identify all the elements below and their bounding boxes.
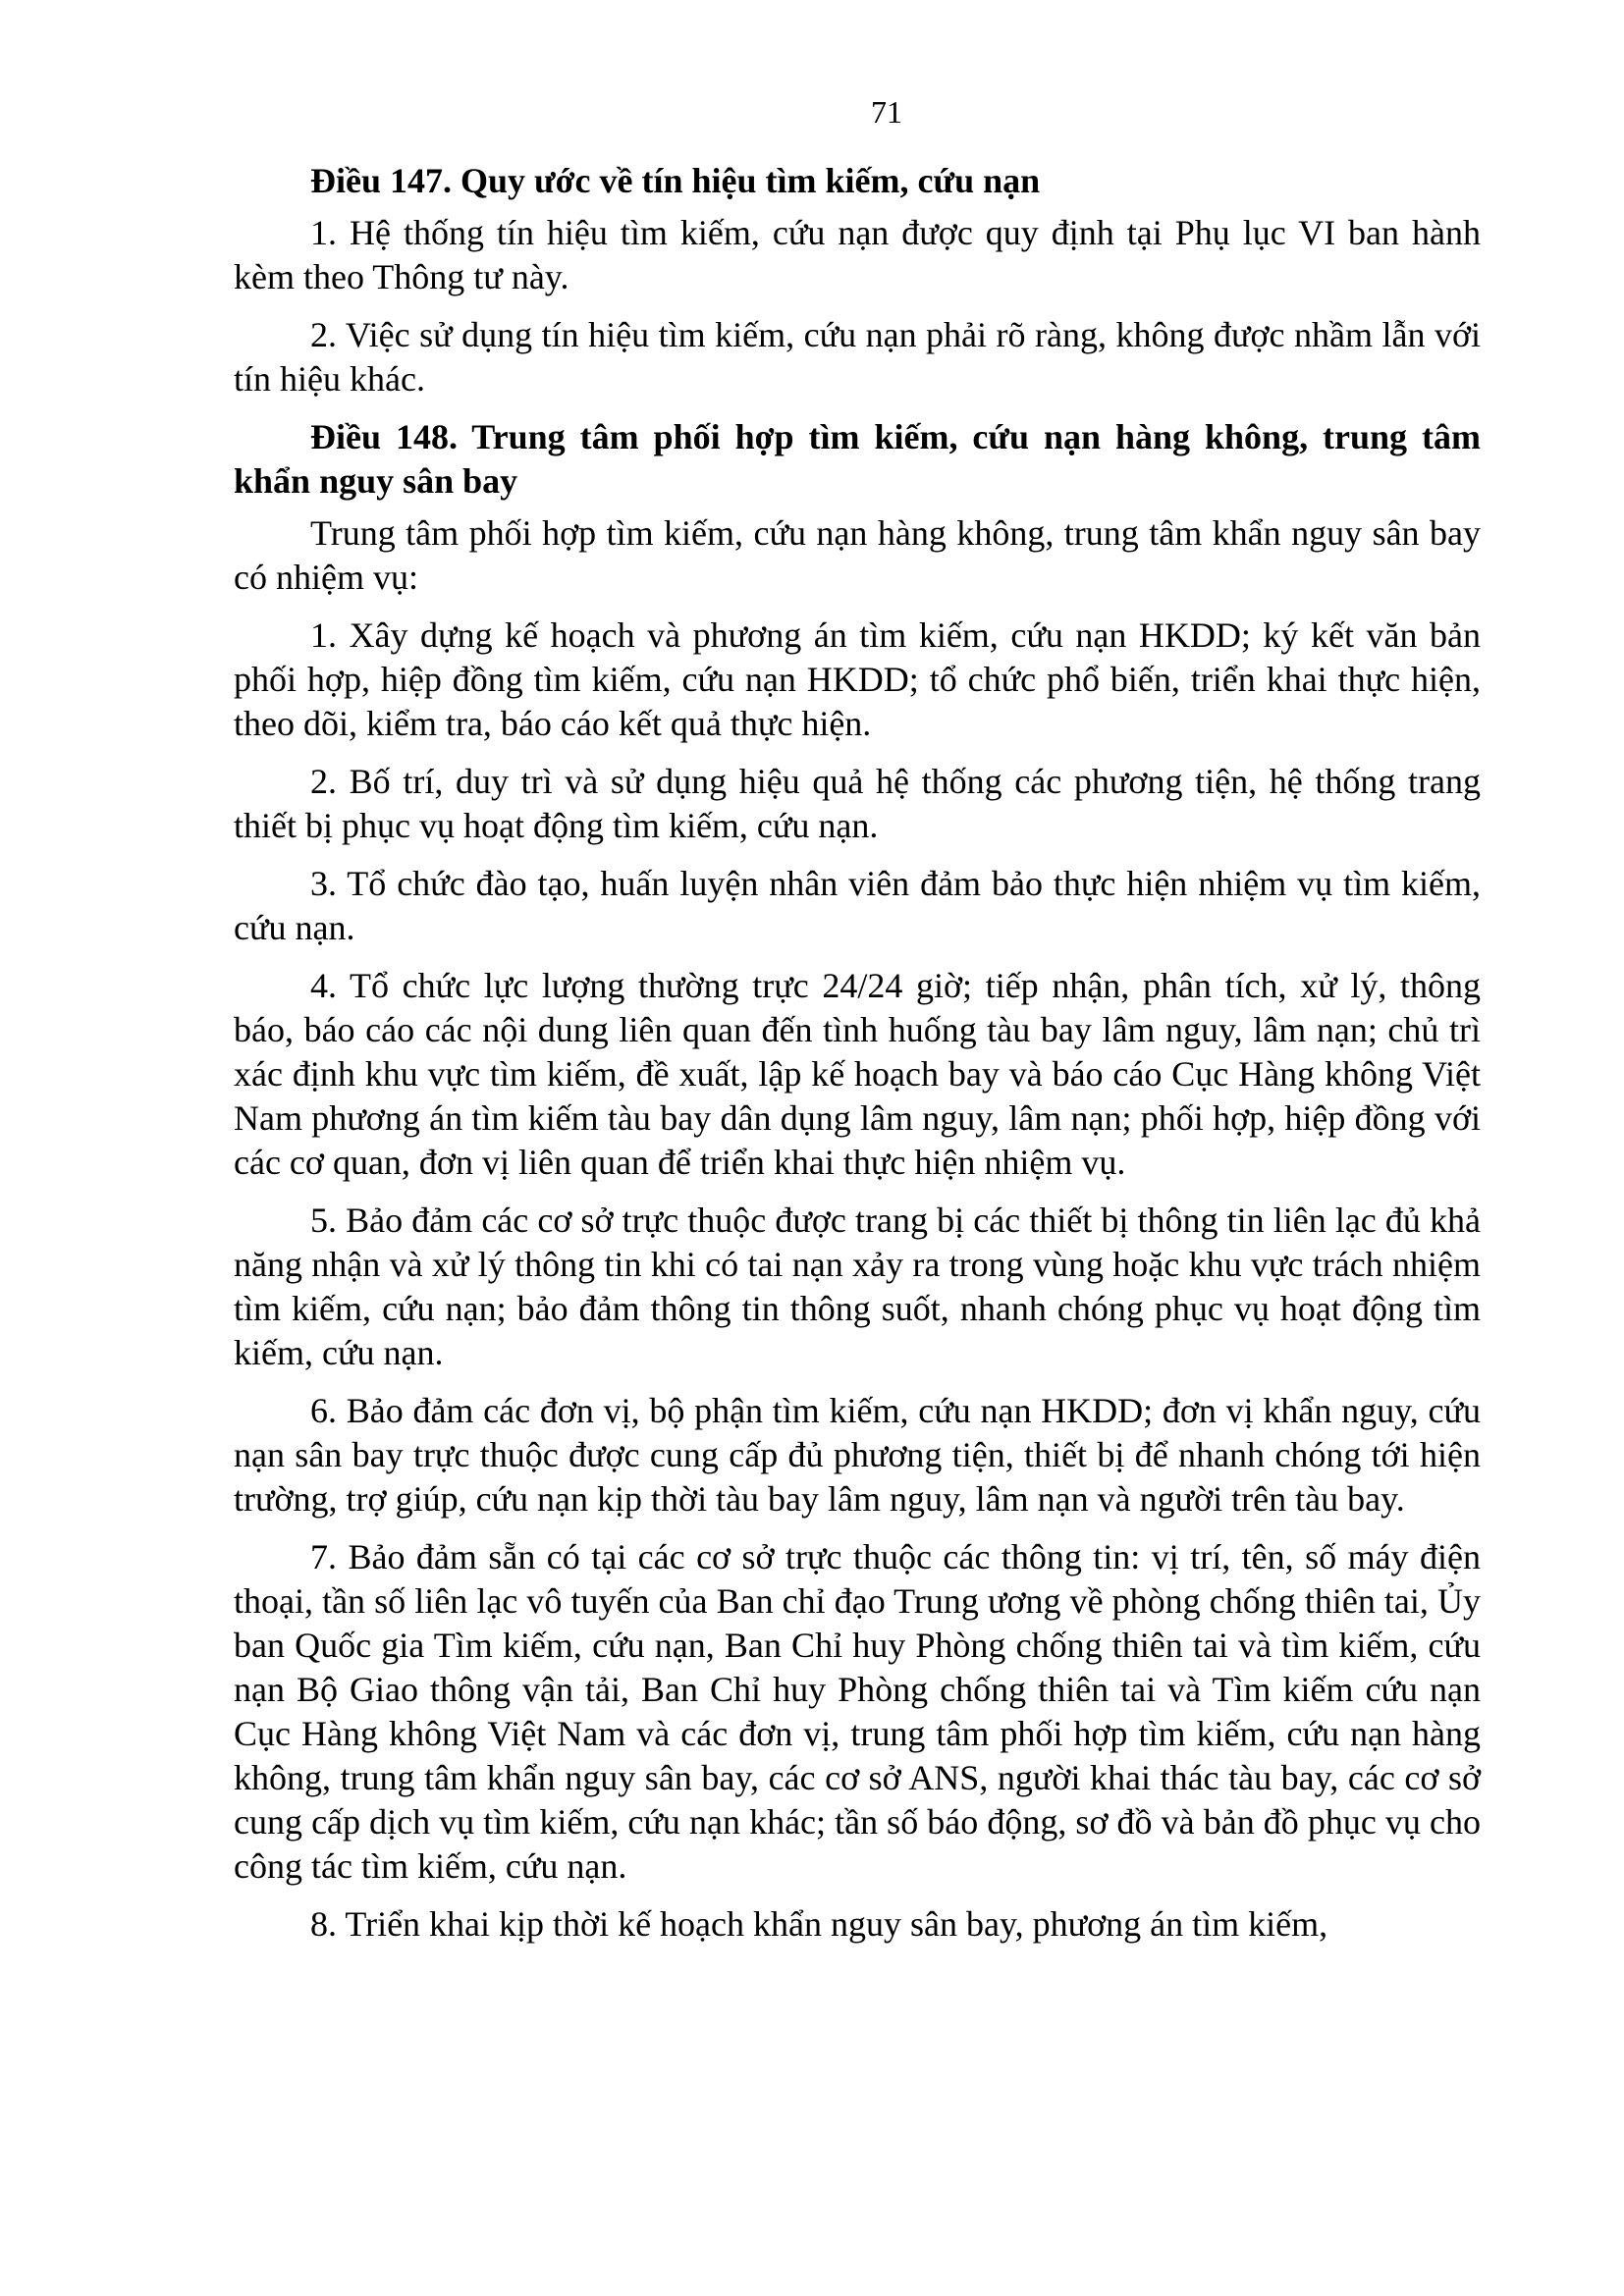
article-147 bbox=[234, 159, 1481, 401]
paragraph: 1. Xây dựng kế hoạch và phương án tìm kiếm, cứu nạn HKDD; ký kết văn bản phối hợp, hiệp đồng tìm kiếm, cứu nạn HKDD; tổ chức phổ biến, triển khai thực hiện, theo dõi, kiểm tra, báo cáo kết quả thực hiện. bbox=[234, 615, 1481, 743]
document-page bbox=[234, 92, 1481, 1960]
article-148 bbox=[234, 415, 1481, 1947]
paragraph: 8. Triển khai kịp thời kế hoạch khẩn nguy sân bay, phương án tìm kiếm, bbox=[310, 1904, 1328, 1944]
article-title: Điều 148. Trung tâm phối hợp tìm kiếm, cứu nạn hàng không, trung tâm khẩn nguy sân bay bbox=[234, 417, 1481, 501]
article-title: Điều 147. Quy ước về tín hiệu tìm kiếm, cứu nạn bbox=[310, 161, 1041, 200]
paragraph: 2. Bố trí, duy trì và sử dụng hiệu quả hệ thống các phương tiện, hệ thống trang thiết bị phục vụ hoạt động tìm kiếm, cứu nạn. bbox=[234, 762, 1481, 845]
paragraph: 1. Hệ thống tín hiệu tìm kiếm, cứu nạn được quy định tại Phụ lục VI ban hành kèm theo Thông tư này. bbox=[234, 213, 1481, 296]
paragraph: 3. Tổ chức đào tạo, huấn luyện nhân viên đảm bảo thực hiện nhiệm vụ tìm kiếm, cứu nạn. bbox=[234, 864, 1481, 947]
paragraph: 7. Bảo đảm sẵn có tại các cơ sở trực thuộc các thông tin: vị trí, tên, số máy điện thoại, tần số liên lạc vô tuyến của Ban chỉ đạo Trung ương về phòng chống thiên tai, Ủy ban Quốc gia Tìm kiếm, cứu nạn, Ban Chỉ huy Phòng chống thiên tai và tìm kiếm, cứu nạn Bộ Giao thông vận tải, Ban Chỉ huy Phòng chống thiên tai và Tìm kiếm cứu nạn Cục Hàng không Việt Nam và các đơn vị, trung tâm phối hợp tìm kiếm, cứu nạn hàng không, trung tâm khẩn nguy sân bay, các cơ sở ANS, người khai thác tàu bay, các cơ sở cung cấp dịch vụ tìm kiếm, cứu nạn khác; tần số báo động, sơ đồ và bản đồ phục vụ cho công tác tìm kiếm, cứu nạn. bbox=[234, 1537, 1481, 1886]
page-number: 71 bbox=[871, 94, 902, 130]
paragraph: 2. Việc sử dụng tín hiệu tìm kiếm, cứu nạn phải rõ ràng, không được nhầm lẫn với tín hiệu khác. bbox=[234, 315, 1481, 399]
paragraph: 4. Tổ chức lực lượng thường trực 24/24 giờ; tiếp nhận, phân tích, xử lý, thông báo, báo cáo các nội dung liên quan đến tình huống tàu bay lâm nguy, lâm nạn; chủ trì xác định khu vực tìm kiếm, đề xuất, lập kế hoạch bay và báo cáo Cục Hàng không Việt Nam phương án tìm kiếm tàu bay dân dụng lâm nguy, lâm nạn; phối hợp, hiệp đồng với các cơ quan, đơn vị liên quan để triển khai thực hiện nhiệm vụ. bbox=[234, 966, 1481, 1182]
paragraph: 6. Bảo đảm các đơn vị, bộ phận tìm kiếm, cứu nạn HKDD; đơn vị khẩn nguy, cứu nạn sân bay trực thuộc được cung cấp đủ phương tiện, thiết bị để nhanh chóng tới hiện trường, trợ giúp, cứu nạn kịp thời tàu bay lâm nguy, lâm nạn và người trên tàu bay. bbox=[234, 1391, 1481, 1519]
paragraph: Trung tâm phối hợp tìm kiếm, cứu nạn hàng không, trung tâm khẩn nguy sân bay có nhiệm vụ: bbox=[234, 513, 1481, 597]
paragraph: 5. Bảo đảm các cơ sở trực thuộc được trang bị các thiết bị thông tin liên lạc đủ khả năng nhận và xử lý thông tin khi có tai nạn xảy ra trong vùng hoặc khu vực trách nhiệm tìm kiếm, cứu nạn; bảo đảm thông tin thông suốt, nhanh chóng phục vụ hoạt động tìm kiếm, cứu nạn. bbox=[234, 1201, 1481, 1372]
